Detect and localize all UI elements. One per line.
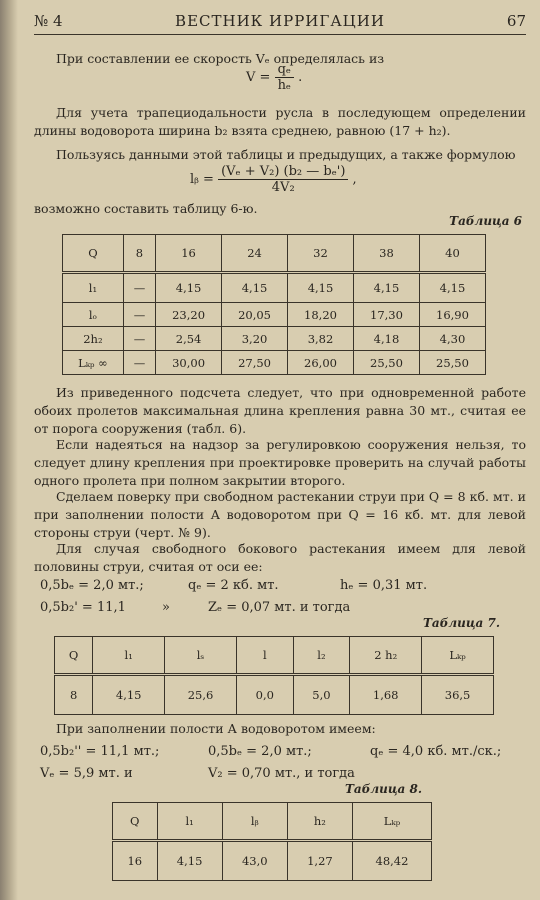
table-header-row: Q 8 16 24 32 38 40 [63,235,486,273]
table-7-caption: Таблица 7. [423,616,500,630]
paragraph: Сделаем поверку при свободном растекании струи при Q = 8 кб. мт. и при заполнении полости А водоворотом при Q = 16 кб. мт. для левой стороны струи (черт. № 9). [34,489,526,540]
table-8-caption: Таблица 8. [345,782,422,796]
paragraph: Из приведенного подсчета следует, что при одновременной работе обоих пролетов максимальная длина крепления равна 30 мт., считая ее от порога сооружения (табл. 6). [34,385,526,436]
table-row: l₁ — 4,15 4,15 4,15 4,15 4,15 [63,273,486,303]
issue-number: № 4 [34,12,63,30]
paragraph: При составлении ее скорость Vₑ определялась из [56,51,385,66]
table-row: 8 4,15 25,6 0,0 5,0 1,68 36,5 [55,675,494,715]
equation-line: Vₑ = 5,9 мт. и V₂ = 0,70 мт., и тогда [40,766,355,781]
table-header-row: Q l₁ lᵦ h₂ Lₖₚ [113,803,432,841]
table-row: 2h₂ — 2,54 3,20 3,82 4,18 4,30 [63,327,486,351]
table-8 [112,802,432,881]
paragraph: Для учета трапециодальности русла в последующем определении длины водоворота ширина b₂ взята среднею, равною (17 + h₂). [34,105,526,138]
journal-title: ВЕСТНИК ИРРИГАЦИИ [175,12,385,30]
table-row: 16 4,15 43,0 1,27 48,42 [113,841,432,881]
running-header [34,10,526,34]
velocity-formula: V = $\frac{\text{qₑ}}{\text{hₑ}}$ . [246,62,303,93]
page-number: 67 [506,12,526,30]
paragraph: возможно составить таблицу 6-ю. [34,201,258,216]
paragraph: При заполнении полости А водоворотом имеем: [56,721,376,736]
equation-line: 0,5b₂'' = 11,1 мт.; 0,5bₑ = 2,0 мт.; qₑ = 4,0 кб. мт./ск.; [40,744,502,759]
paragraph: Если надеяться на надзор за регулировкою сооружения нельзя, то следует длину крепления при проектировке проверить на случай работы одного пролета при полном закрытии второго. [34,437,526,488]
paragraph: Для случая свободного бокового растекания имеем для левой половины струи, считая от оси ее: [34,541,526,574]
book-spine-shadow [0,0,18,900]
table-7 [54,636,494,715]
journal-page [18,0,540,900]
header-rule [34,34,526,35]
table-header-row: Q l₁ lₛ l l₂ 2 h₂ Lₖₚ [55,637,494,675]
table-row: lₒ — 23,20 20,05 18,20 17,30 16,90 [63,303,486,327]
equation-line: 0,5bₑ = 2,0 мт.; qₑ = 2 кб. мт. hₑ = 0,31 мт. [40,578,428,593]
paragraph: Пользуясь данными этой таблицы и предыдущих, а также формулою [56,147,516,162]
equation-line: 0,5b₂' = 11,1 » Zₑ = 0,07 мт. и тогда [40,600,351,615]
table-row: Lₖₚ ∞ — 30,00 27,50 26,00 25,50 25,50 [63,351,486,375]
table-6 [62,234,486,375]
length-formula: lᵦ = $\frac{\text{(Vₑ + V₂) (b₂ — bₑ')}}{\text{4V₂}}$ , [190,164,357,195]
table-6-caption: Таблица 6 [449,214,522,228]
